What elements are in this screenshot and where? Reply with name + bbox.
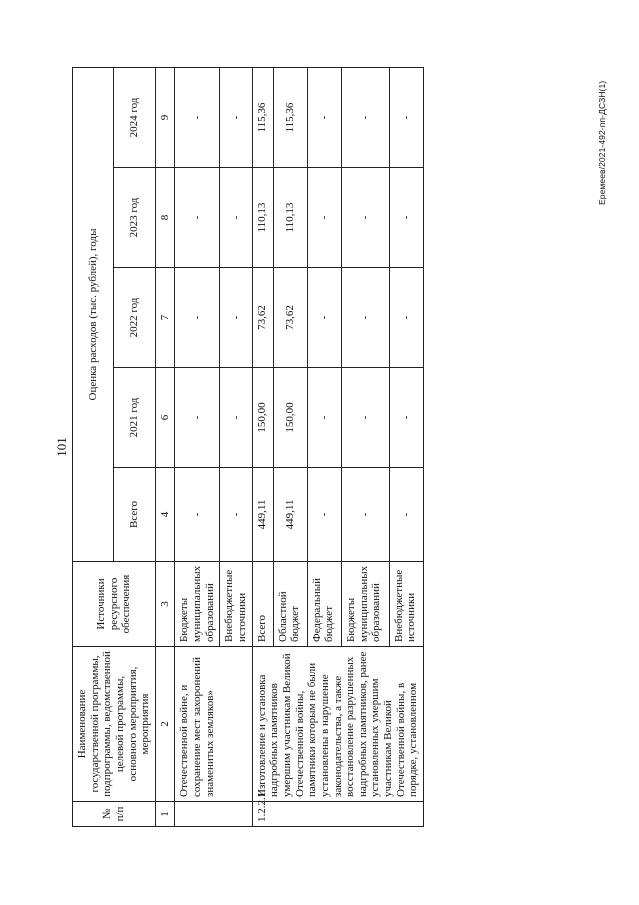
document-id: Еремеев/2021-492-пп-ДСЗН(1) [597, 80, 607, 205]
year-2023-cell: 110,13 [273, 168, 307, 268]
table-row [252, 67, 273, 826]
column-number: 4 [155, 468, 175, 562]
row-number-cell [175, 802, 252, 827]
year-2022-cell: - [175, 268, 220, 368]
total-cell: - [220, 468, 252, 562]
year-2023-cell: - [175, 168, 220, 268]
year-2024-cell: - [342, 67, 390, 167]
year-2024-cell: 115,36 [252, 67, 273, 167]
header-source: Источники ресурсного обеспечения [73, 562, 156, 647]
year-2024-cell: - [220, 67, 252, 167]
year-2022-cell: - [342, 268, 390, 368]
column-number: 6 [155, 368, 175, 468]
year-2022-cell: 73,62 [252, 268, 273, 368]
year-2022-cell: - [389, 268, 423, 368]
total-cell: - [342, 468, 390, 562]
budget-table [72, 67, 424, 827]
source-cell: Федеральный бюджет [307, 562, 341, 647]
source-cell: Внебюджетные источники [389, 562, 423, 647]
year-2021-cell: - [220, 368, 252, 468]
year-2022-cell: - [220, 268, 252, 368]
year-2023-cell: - [307, 168, 341, 268]
column-number: 2 [155, 647, 175, 802]
source-cell: Областной бюджет [273, 562, 307, 647]
page-number: 101 [54, 437, 69, 457]
table-row [175, 67, 220, 826]
year-2021-cell: - [307, 368, 341, 468]
column-number: 8 [155, 168, 175, 268]
activity-name-cell: Отечественной войне, и сохранение мест захоронений знаменитых земляков» [175, 647, 252, 802]
total-cell: 449,11 [252, 468, 273, 562]
column-number-row [155, 67, 175, 826]
row-number-cell: 1.2.2.1 [252, 802, 423, 827]
header-row-top [73, 67, 114, 826]
year-2021-cell: - [389, 368, 423, 468]
year-2024-cell: - [389, 67, 423, 167]
year-2021-cell: 150,00 [273, 368, 307, 468]
column-number: 9 [155, 67, 175, 167]
header-year-2024: 2024 год [114, 67, 155, 167]
year-2024-cell: - [175, 67, 220, 167]
header-year-2022: 2022 год [114, 268, 155, 368]
year-2021-cell: - [175, 368, 220, 468]
header-year-2023: 2023 год [114, 168, 155, 268]
column-number: 7 [155, 268, 175, 368]
year-2023-cell: - [342, 168, 390, 268]
source-cell: Внебюджетные источники [220, 562, 252, 647]
header-year-2021: 2021 год [114, 368, 155, 468]
year-2024-cell: - [307, 67, 341, 167]
year-2023-cell: - [220, 168, 252, 268]
total-cell: 449,11 [273, 468, 307, 562]
source-cell: Бюджеты муниципальных образований [342, 562, 390, 647]
year-2022-cell: - [307, 268, 341, 368]
header-total: Всего [114, 468, 155, 562]
total-cell: - [307, 468, 341, 562]
header-name: Наименование государственной программы, подпрограммы, ведомственной целевой программы, основного мероприятия, мероприятия [73, 647, 156, 802]
year-2023-cell: 110,13 [252, 168, 273, 268]
total-cell: - [175, 468, 220, 562]
header-estimate: Оценка расходов (тыс. рублей), годы [73, 67, 114, 561]
year-2021-cell: 150,00 [252, 368, 273, 468]
activity-name-cell: Изготовление и установка надгробных памятников умершим участникам Великой Отечественной войны, памятники которым не были установлены в нарушение законодательства, а также восстановление разрушенных надгробных памятников, ранее установленных умершим участникам Великой Отечественной войны, в порядке, установленном [252, 647, 423, 802]
year-2023-cell: - [389, 168, 423, 268]
year-2024-cell: 115,36 [273, 67, 307, 167]
column-number: 3 [155, 562, 175, 647]
total-cell: - [389, 468, 423, 562]
column-number: 1 [155, 802, 175, 827]
year-2022-cell: 73,62 [273, 268, 307, 368]
source-cell: Всего [252, 562, 273, 647]
year-2021-cell: - [342, 368, 390, 468]
header-no: № п/п [73, 802, 156, 827]
source-cell: Бюджеты муниципальных образований [175, 562, 220, 647]
